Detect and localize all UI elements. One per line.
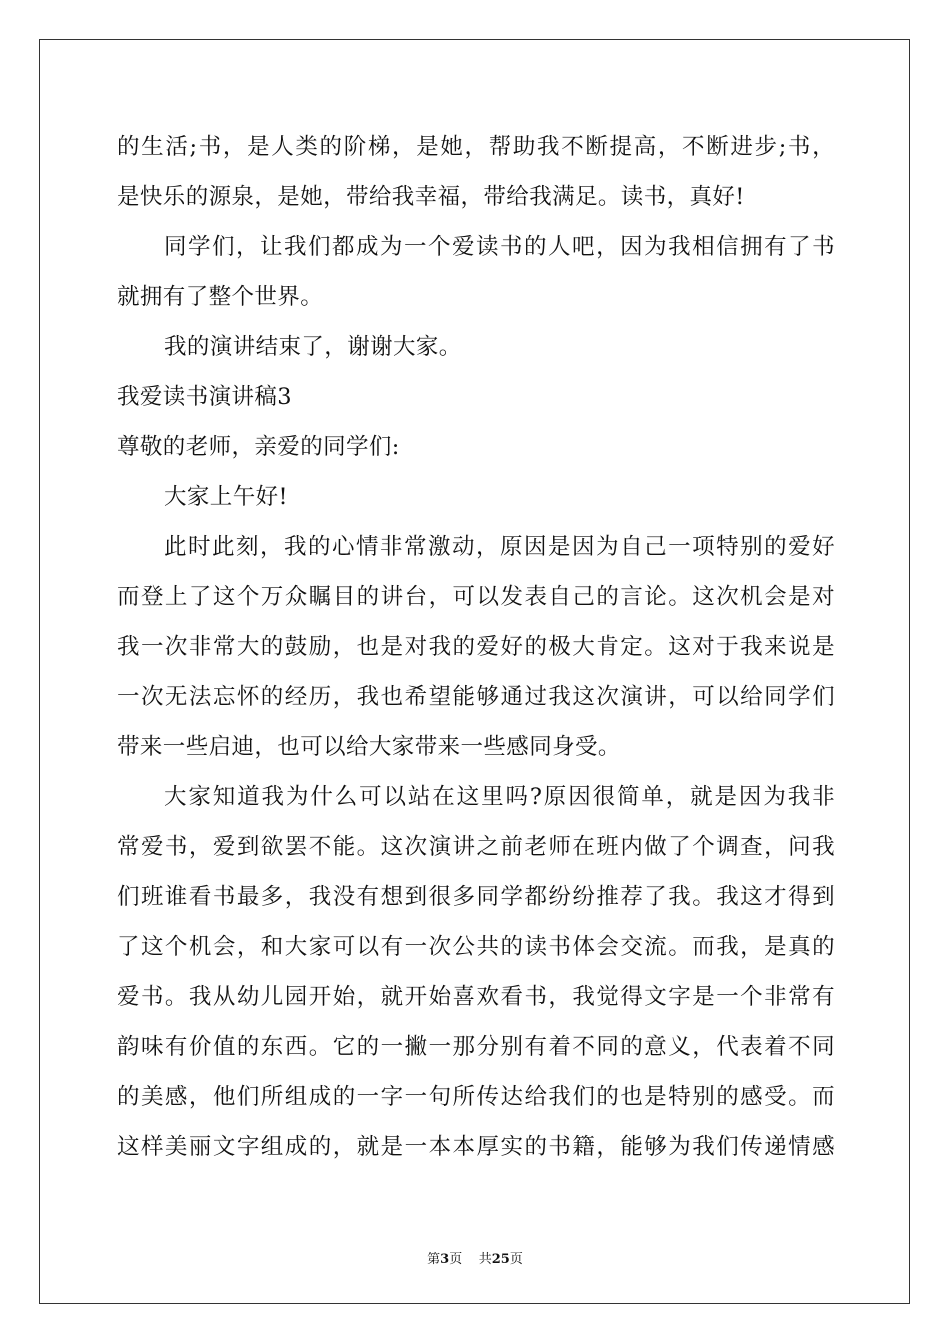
- salutation-text: 尊敬的老师，亲爱的同学们:: [117, 434, 400, 460]
- text-line: [117, 872, 835, 922]
- line-text: 一次无法忘怀的经历，我也希望能够通过我这次演讲，可以给同学们: [117, 684, 835, 710]
- text-line: [117, 822, 835, 872]
- text-line: [117, 322, 835, 372]
- text-line: [117, 772, 835, 822]
- salutation: [117, 422, 835, 472]
- text-line: [117, 922, 835, 972]
- heading-text: 我爱读书演讲稿3: [117, 384, 293, 410]
- line-text: 我的演讲结束了，谢谢大家。: [164, 334, 462, 360]
- line-text: 此时此刻，我的心情非常激动，原因是因为自己一项特别的爱好: [164, 534, 835, 560]
- line-text: 我一次非常大的鼓励，也是对我的爱好的极大肯定。这对于我来说是: [117, 634, 835, 660]
- page-prefix: 第: [427, 1252, 441, 1267]
- line-text: 的生活;书，是人类的阶梯，是她，帮助我不断提高，不断进步;书，: [117, 134, 835, 160]
- line-text: 常爱书，爱到欲罢不能。这次演讲之前老师在班内做了个调查，问我: [117, 834, 835, 860]
- line-text: 这样美丽文字组成的，就是一本本厚实的书籍，能够为我们传递情感: [117, 1134, 835, 1160]
- line-text: 韵味有价值的东西。它的一撇一那分别有着不同的意义，代表着不同: [117, 1034, 835, 1060]
- line-text: 同学们，让我们都成为一个爱读书的人吧，因为我相信拥有了书: [164, 234, 835, 260]
- text-line: [117, 672, 835, 722]
- text-line: [117, 622, 835, 672]
- text-line: [117, 1022, 835, 1072]
- greeting-text: 大家上午好!: [164, 484, 288, 510]
- text-line: [117, 122, 835, 172]
- line-text: 带来一些启迪，也可以给大家带来一些感同身受。: [117, 734, 621, 760]
- line-text: 爱书。我从幼儿园开始，就开始喜欢看书，我觉得文字是一个非常有: [117, 984, 835, 1010]
- line-text: 大家知道我为什么可以站在这里吗?原因很简单，就是因为我非: [164, 784, 835, 810]
- page-suffix: 页: [449, 1252, 463, 1267]
- line-text: 们班谁看书最多，我没有想到很多同学都纷纷推荐了我。我这才得到: [117, 884, 835, 910]
- text-line: [117, 722, 835, 772]
- total-prefix: 共: [478, 1252, 492, 1267]
- document-body: [117, 122, 835, 1172]
- greeting: [117, 472, 835, 522]
- text-line: [117, 1122, 835, 1172]
- line-text: 是快乐的源泉，是她，带给我幸福，带给我满足。读书，真好!: [117, 184, 745, 210]
- page-number: 3: [440, 1252, 450, 1267]
- line-text: 了这个机会，和大家可以有一次公共的读书体会交流。而我，是真的: [117, 934, 835, 960]
- text-line: [117, 172, 835, 222]
- total-pages: 25: [491, 1252, 510, 1267]
- section-heading: [117, 372, 835, 422]
- text-line: [117, 972, 835, 1022]
- text-line: [117, 222, 835, 272]
- text-line: [117, 572, 835, 622]
- page-footer: [0, 1248, 950, 1267]
- line-text: 而登上了这个万众瞩目的讲台，可以发表自己的言论。这次机会是对: [117, 584, 835, 610]
- line-text: 的美感，他们所组成的一字一句所传达给我们的也是特别的感受。而: [117, 1084, 835, 1110]
- total-suffix: 页: [509, 1252, 523, 1267]
- line-text: 就拥有了整个世界。: [117, 284, 324, 310]
- text-line: [117, 272, 835, 322]
- text-line: [117, 522, 835, 572]
- text-line: [117, 1072, 835, 1122]
